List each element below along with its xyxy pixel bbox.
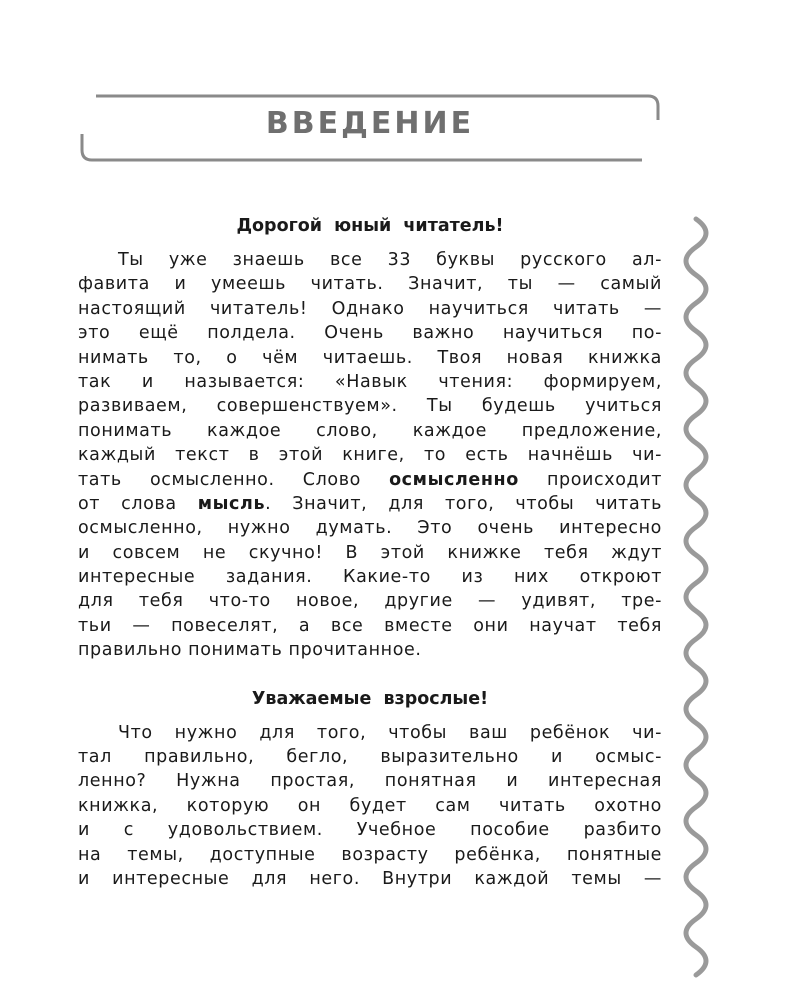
text-line: каждый текст в этой книге, то есть начнёшь чи- [78,445,662,466]
text-line: Что нужно для того, чтобы ваш ребёнок чи- [118,722,662,743]
text-line: правильно понимать прочитанное. [78,640,422,661]
wavy-border-decoration [682,215,722,1000]
text-line: интересные задания. Какие-то из них откроют [78,567,662,588]
paragraph-reader [78,248,662,663]
section-heading-reader: Дорогой юный читатель! [236,216,504,236]
bold-word-mysl: мысль [197,493,266,514]
text-line: фавита и умеешь читать. Значит, ты — самый [78,274,662,295]
text-line: Ты уже знаешь все 33 буквы русского ал- [118,250,662,270]
text-line: развиваем, совершенствуем». Ты будешь учиться [78,396,662,417]
text-line: понимать каждое слово, каждое предложение, [78,420,662,441]
text-line: настоящий читатель! Однако научиться читать — [78,298,662,319]
text-line: и интересные для него. Внутри каждой темы — [78,868,662,889]
page-content [78,212,662,891]
text-line: осмысленно, нужно думать. Это очень интересно [78,518,662,539]
text-span: . Значит, для того, чтобы читать [265,493,662,514]
text-line: тьи — повеселят, а все вместе они научат тебя [78,615,662,636]
text-line: книжка, которую он будет сам читать охотно [78,795,662,816]
text-line-mixed [78,492,662,516]
text-line: тал правильно, бегло, выразительно и осмыс- [78,747,662,768]
section-heading-adults: Уважаемые взрослые! [251,688,489,709]
bold-word-osmyslenno: осмысленно [389,469,519,490]
text-line: так и называется: «Навык чтения: формируем, [78,371,662,392]
text-span: происходит [547,469,662,490]
text-line: нимать то, о чём читаешь. Твоя новая книжка [78,347,662,368]
page-title: ВВЕДЕНИЕ [265,106,475,141]
text-line: на темы, доступные возрасту ребёнка, понятные [78,844,662,865]
text-span: от слова [78,493,177,514]
text-line: ленно? Нужна простая, понятная и интересная [78,771,662,792]
text-line: это ещё полдела. Очень важно научиться по- [78,323,662,344]
text-span: тать осмысленно. Слово [78,469,361,490]
text-line: для тебя что-то новое, другие — удивят, тре- [78,591,662,612]
paragraph-adults [78,721,662,892]
text-line: и совсем не скучно! В этой книжке тебя ждут [78,542,662,563]
text-line: и с удовольствием. Учебное пособие разбито [78,820,662,841]
text-line-mixed [78,468,662,492]
